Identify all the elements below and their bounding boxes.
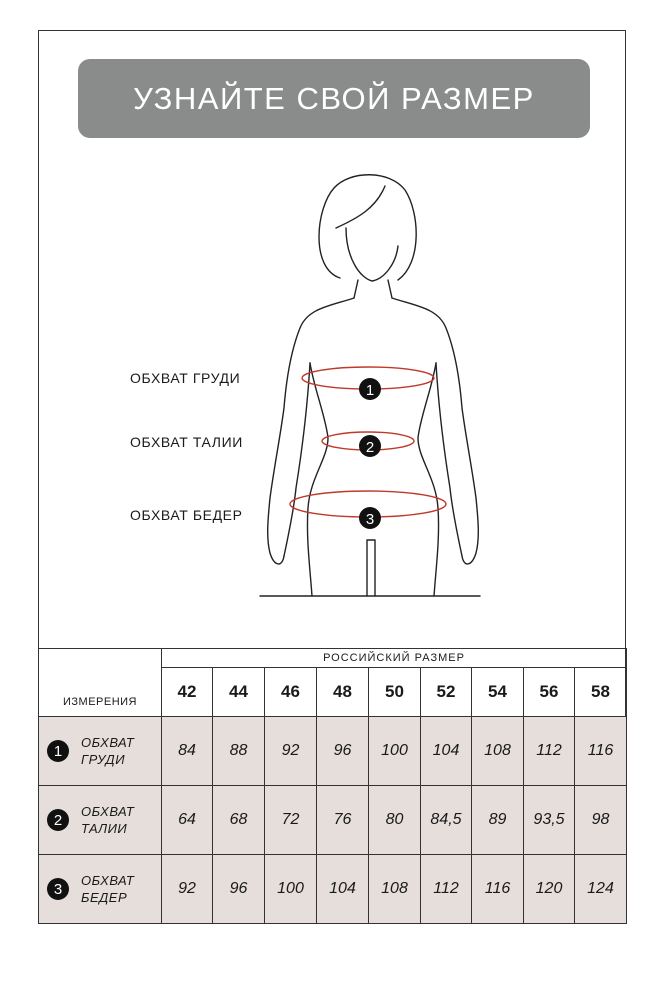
value-cell: 116 <box>575 717 627 786</box>
label-hips: ОБХВАТ БЕДЕР <box>130 507 243 523</box>
value-cell: 88 <box>213 717 265 786</box>
size-header-44: 44 <box>213 668 265 717</box>
table-row <box>39 786 627 855</box>
body-figure-illustration <box>250 168 490 603</box>
table-row <box>39 855 627 924</box>
value-cell: 124 <box>575 855 627 924</box>
title-banner <box>78 59 590 138</box>
size-header-52: 52 <box>421 668 472 717</box>
row-number-badge: 3 <box>47 878 69 900</box>
marker-2: 2 <box>365 439 375 456</box>
measurement-cell <box>39 717 162 786</box>
value-cell: 92 <box>162 855 213 924</box>
value-cell: 100 <box>369 717 421 786</box>
value-cell: 108 <box>472 717 524 786</box>
size-table <box>38 648 627 924</box>
value-cell: 120 <box>524 855 575 924</box>
value-cell: 92 <box>265 717 317 786</box>
value-cell: 89 <box>472 786 524 855</box>
value-cell: 112 <box>524 717 575 786</box>
value-cell: 80 <box>369 786 421 855</box>
label-waist: ОБХВАТ ТАЛИИ <box>130 434 243 450</box>
measurement-name-line2: ГРУДИ <box>81 752 125 767</box>
value-cell: 112 <box>421 855 472 924</box>
value-cell: 96 <box>213 855 265 924</box>
size-header-58: 58 <box>575 668 627 717</box>
measurement-cell <box>39 786 162 855</box>
size-header-48: 48 <box>317 668 369 717</box>
value-cell: 116 <box>472 855 524 924</box>
value-cell: 68 <box>213 786 265 855</box>
value-cell: 76 <box>317 786 369 855</box>
measurement-name-line1: ОБХВАТ <box>81 873 135 888</box>
measurement-name-line2: БЕДЕР <box>81 890 128 905</box>
value-cell: 104 <box>317 855 369 924</box>
value-cell: 64 <box>162 786 213 855</box>
size-header-50: 50 <box>369 668 421 717</box>
row-number-badge: 2 <box>47 809 69 831</box>
value-cell: 104 <box>421 717 472 786</box>
page-title: УЗНАЙТЕ СВОЙ РАЗМЕР <box>133 80 535 116</box>
size-header-46: 46 <box>265 668 317 717</box>
value-cell: 100 <box>265 855 317 924</box>
row-number-badge: 1 <box>47 740 69 762</box>
marker-1: 1 <box>365 382 375 399</box>
value-cell: 96 <box>317 717 369 786</box>
measurement-name-line1: ОБХВАТ <box>81 735 135 750</box>
value-cell: 84,5 <box>421 786 472 855</box>
value-cell: 84 <box>162 717 213 786</box>
measurement-cell <box>39 855 162 924</box>
value-cell: 72 <box>265 786 317 855</box>
value-cell: 98 <box>575 786 627 855</box>
size-header-56: 56 <box>524 668 575 717</box>
measurement-name-line2: ТАЛИИ <box>81 821 128 836</box>
value-cell: 93,5 <box>524 786 575 855</box>
value-cell: 108 <box>369 855 421 924</box>
label-chest: ОБХВАТ ГРУДИ <box>130 370 241 386</box>
russian-size-header: РОССИЙСКИЙ РАЗМЕР <box>162 649 627 668</box>
size-header-54: 54 <box>472 668 524 717</box>
measurements-header: ИЗМЕРЕНИЯ <box>39 649 162 717</box>
table-row <box>39 717 627 786</box>
marker-3: 3 <box>365 511 375 528</box>
measurement-name-line1: ОБХВАТ <box>81 804 135 819</box>
size-header-42: 42 <box>162 668 213 717</box>
